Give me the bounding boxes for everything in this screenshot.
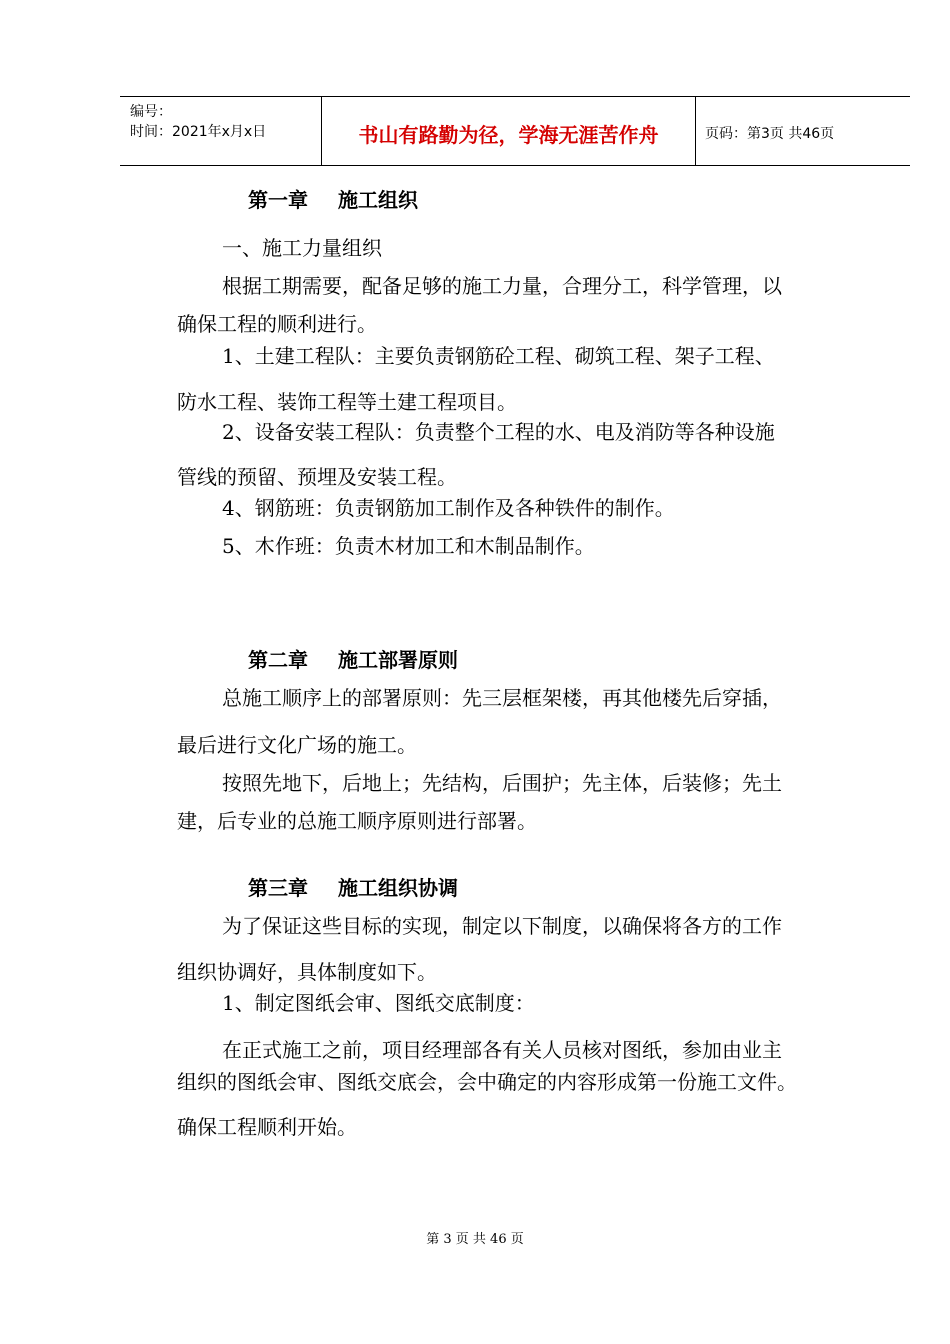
chapter-2-title: [248, 648, 458, 672]
header-motto: 书山有路勤为径，学海无涯苦作舟: [358, 123, 659, 147]
paragraph-1-line-2: 确保工程的顺利进行。: [177, 312, 377, 336]
doc-time-label: 时间：2021年x月x日: [130, 124, 267, 140]
chapter-1-number: 第一章: [248, 188, 308, 212]
chapter-3-number: 第三章: [248, 876, 308, 900]
chapter-1-title: [248, 188, 418, 212]
paragraph-3-line-2: 管线的预留、预埋及安装工程。: [177, 465, 457, 489]
paragraph-7-line-1: 按照先地下，后地上；先结构，后围护；先主体，后装修；先土: [222, 771, 782, 795]
doc-number-label: 编号：: [130, 104, 172, 120]
section-1-heading: 一、施工力量组织: [222, 236, 382, 260]
paragraph-8-line-2: 组织协调好，具体制度如下。: [177, 960, 437, 984]
paragraph-9: 1、制定图纸会审、图纸交底制度：: [222, 991, 535, 1015]
header-meta-cell: [120, 97, 321, 165]
paragraph-2-line-2: 防水工程、装饰工程等土建工程项目。: [177, 390, 517, 414]
header-page-info: 页码：第3页 共46页: [705, 126, 835, 142]
header-page-cell: [695, 97, 910, 165]
paragraph-7-line-2: 建，后专业的总施工顺序原则进行部署。: [177, 809, 537, 833]
paragraph-6-line-2: 最后进行文化广场的施工。: [177, 733, 417, 757]
paragraph-4: 4、钢筋班：负责钢筋加工制作及各种铁件的制作。: [222, 496, 675, 520]
header-motto-cell: [321, 97, 696, 165]
chapter-2-number: 第二章: [248, 648, 308, 672]
chapter-3-title: [248, 876, 458, 900]
chapter-2-name: 施工部署原则: [338, 648, 458, 672]
paragraph-10-line-2: 组织的图纸会审、图纸交底会，会中确定的内容形成第一份施工文件。: [177, 1070, 797, 1094]
paragraph-3-line-1: 2、设备安装工程队：负责整个工程的水、电及消防等各种设施: [222, 420, 775, 444]
paragraph-10-line-3: 确保工程顺利开始。: [177, 1115, 357, 1139]
chapter-1-name: 施工组织: [338, 188, 418, 212]
chapter-3-name: 施工组织协调: [338, 876, 458, 900]
paragraph-5: 5、木作班：负责木材加工和木制品制作。: [222, 534, 595, 558]
footer-page-number: 第 3 页 共 46 页: [426, 1232, 524, 1247]
paragraph-8-line-1: 为了保证这些目标的实现，制定以下制度，以确保将各方的工作: [222, 914, 782, 938]
page-header: [120, 96, 910, 166]
page-footer: [0, 1228, 950, 1247]
paragraph-6-line-1: 总施工顺序上的部署原则：先三层框架楼，再其他楼先后穿插，: [222, 686, 782, 710]
paragraph-10-line-1: 在正式施工之前，项目经理部各有关人员核对图纸，参加由业主: [222, 1038, 782, 1062]
paragraph-2-line-1: 1、土建工程队：主要负责钢筋砼工程、砌筑工程、架子工程、: [222, 344, 775, 368]
paragraph-1-line-1: 根据工期需要，配备足够的施工力量，合理分工，科学管理，以: [222, 274, 782, 298]
